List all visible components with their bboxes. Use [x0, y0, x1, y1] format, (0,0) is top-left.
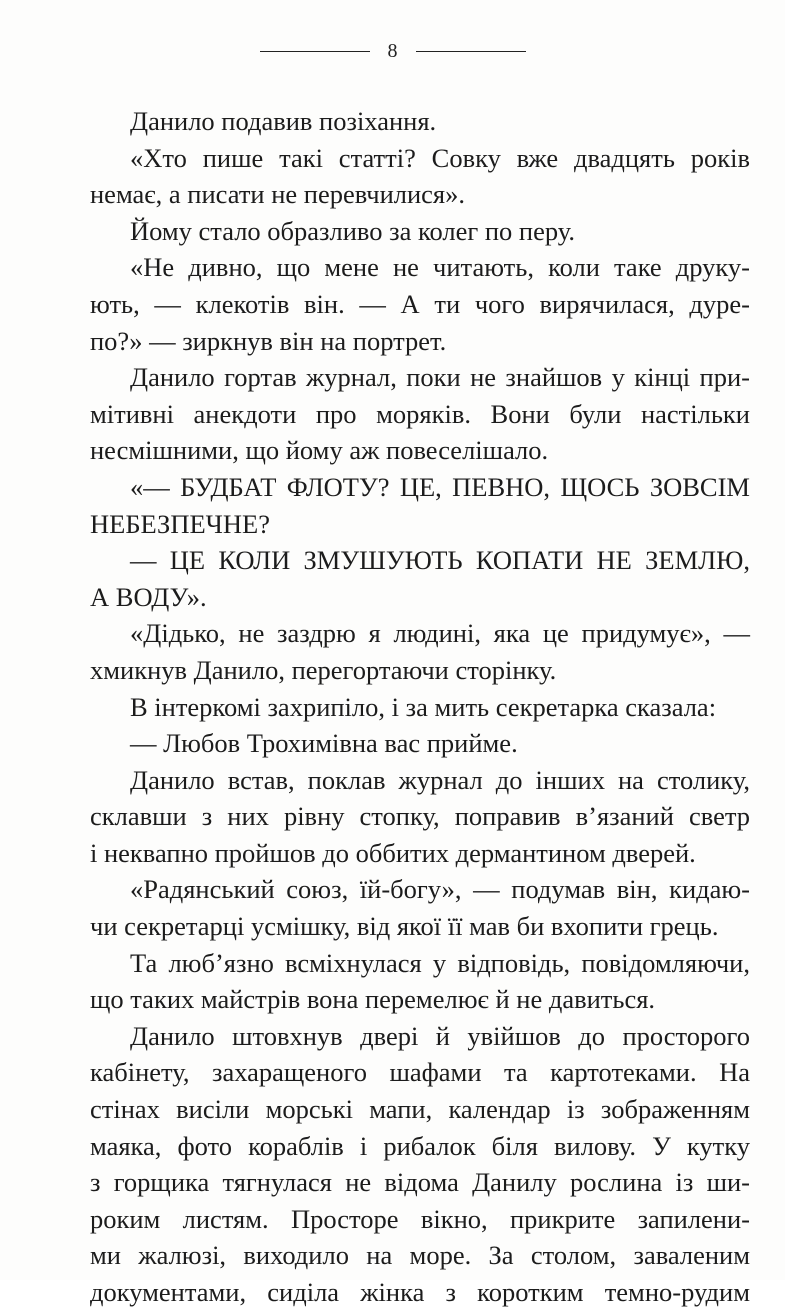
text-line: В інтеркомі захрипіло, і за мить секретарка сказала: [130, 691, 717, 722]
page-header [0, 36, 785, 66]
text-line: немає, а писати не перевчилися». [90, 179, 465, 210]
text-line: кабінету, захаращеного шафами та картотеками. На [90, 1057, 750, 1088]
text-line: «Радянський союз, їй-богу», — подумав він, кидаю- [130, 874, 750, 905]
text-line: «— БУДБАТ ФЛОТУ? ЦЕ, ПЕВНО, ЩОСЬ ЗОВСІМ [130, 471, 750, 502]
text-line: — ЦЕ КОЛИ ЗМУШУЮТЬ КОПАТИ НЕ ЗЕМЛЮ, [130, 545, 750, 576]
text-line: маяка, фото кораблів і рибалок біля вилову. У кутку [90, 1130, 750, 1161]
text-line: А ВОДУ». [90, 581, 207, 612]
header-rule-left [260, 51, 370, 52]
text-line: хмикнув Данило, перегортаючи сторінку. [90, 654, 557, 685]
text-line: «Не дивно, що мене не читають, коли таке друку- [130, 252, 750, 283]
text-line: мітивні анекдоти про моряків. Вони були настільки [90, 398, 750, 429]
text-line: стінах висіли морські мапи, календар із зображенням [90, 1094, 750, 1125]
text-line: Данило встав, поклав журнал до інших на столику, [130, 764, 750, 795]
text-line: і неквапно пройшов до оббитих дермантином дверей. [90, 837, 696, 868]
body-text [90, 103, 750, 1311]
text-line: ми жалюзі, виходило на море. За столом, заваленим [90, 1240, 750, 1271]
text-line: склавши з них рівну стопку, поправив в’язаний светр [90, 801, 750, 832]
text-line: несмішними, що йому аж повеселішало. [90, 435, 549, 466]
text-line: що таких майстрів вона перемелює й не давиться. [90, 984, 656, 1015]
text-line: документами, сиділа жінка з коротким темно-рудим [90, 1277, 750, 1307]
text-line: Данило гортав журнал, поки не знайшов у кінці при- [130, 362, 750, 393]
text-line: «Хто пише такі статті? Совку вже двадцять років [130, 142, 750, 173]
text-line: Та люб’язно всміхнулася у відповідь, повідомляючи, [130, 947, 750, 978]
text-line: роким листям. Просторе вікно, прикрите запилени- [90, 1203, 750, 1234]
text-line: Йому стало образливо за колег по перу. [130, 215, 576, 246]
text-line: чи секретарці усмішку, від якої її мав би вхопити грець. [90, 911, 719, 942]
text-line: НЕБЕЗПЕЧНЕ? [90, 508, 270, 539]
text-line: ють, — клекотів він. — А ти чого вирячилася, дуре- [90, 288, 750, 319]
header-rule-right [416, 51, 526, 52]
text-line: — Любов Трохимівна вас прийме. [130, 728, 518, 759]
text-line: з горщика тягнулася не відома Данилу рослина із ши- [90, 1167, 750, 1198]
text-line: по?» — зиркнув він на портрет. [90, 325, 447, 356]
text-line: Данило подавив позіхання. [130, 106, 437, 136]
text-line: «Дідько, не заздрю я людині, яка це придумує», — [130, 618, 750, 649]
text-line: Данило штовхнув двері й увійшов до просторого [130, 1020, 750, 1051]
page-number: 8 [387, 39, 398, 62]
